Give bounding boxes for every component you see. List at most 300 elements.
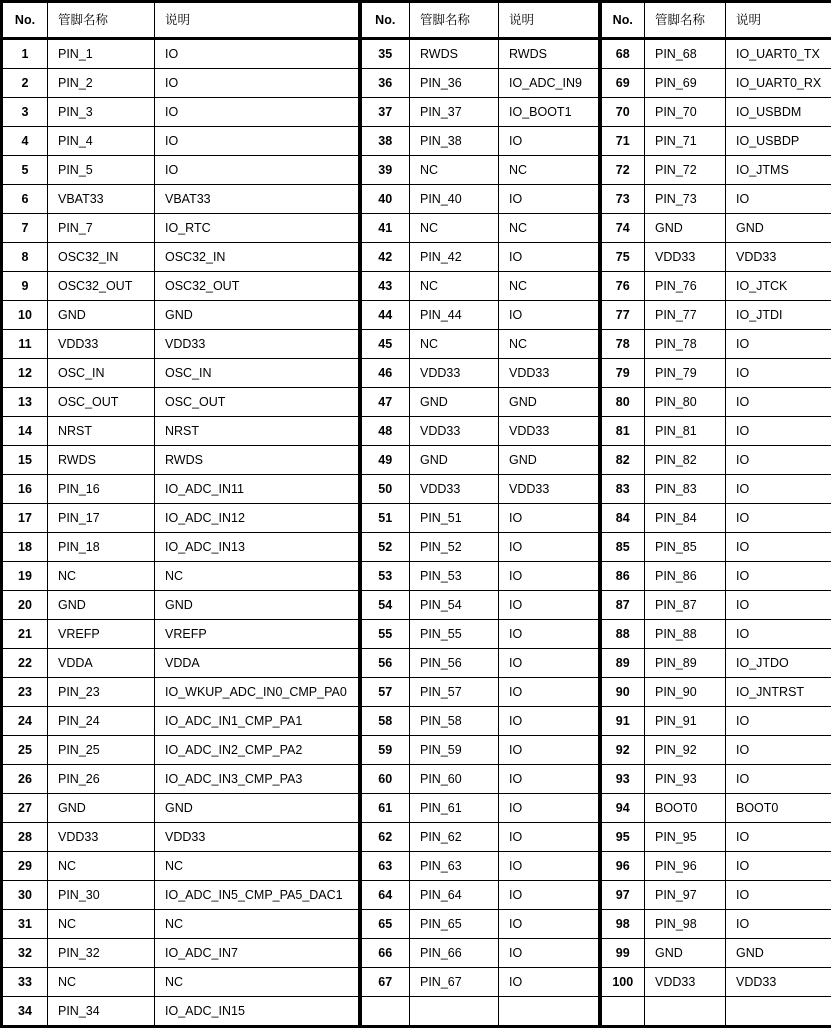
pin-number: 21 (2, 620, 48, 649)
pin-number: 99 (600, 939, 645, 968)
pin-number: 52 (360, 533, 410, 562)
pin-desc: IO (499, 127, 600, 156)
pin-number: 19 (2, 562, 48, 591)
pin-number: 45 (360, 330, 410, 359)
pin-number: 90 (600, 678, 645, 707)
pin-name: PIN_2 (48, 69, 155, 98)
pin-number: 86 (600, 562, 645, 591)
pin-number: 6 (2, 185, 48, 214)
pin-desc: OSC_OUT (155, 388, 360, 417)
pin-number: 71 (600, 127, 645, 156)
pin-number: 47 (360, 388, 410, 417)
pin-name: PIN_26 (48, 765, 155, 794)
pin-number: 35 (360, 39, 410, 69)
pin-desc: IO_ADC_IN12 (155, 504, 360, 533)
pin-number: 89 (600, 649, 645, 678)
pin-name: VBAT33 (48, 185, 155, 214)
pin-number: 51 (360, 504, 410, 533)
table-row (2, 852, 831, 881)
pin-name: NC (410, 330, 499, 359)
pin-name: PIN_55 (410, 620, 499, 649)
pin-name: PIN_85 (645, 533, 726, 562)
pin-desc: IO (499, 562, 600, 591)
pin-desc: IO_BOOT1 (499, 98, 600, 127)
pin-name: PIN_1 (48, 39, 155, 69)
pin-desc: IO_USBDP (726, 127, 831, 156)
pin-desc: NC (499, 272, 600, 301)
pin-number: 80 (600, 388, 645, 417)
pin-number: 56 (360, 649, 410, 678)
pin-name: PIN_98 (645, 910, 726, 939)
pin-name: GND (48, 591, 155, 620)
pin-desc: NC (155, 562, 360, 591)
pin-desc: NC (499, 156, 600, 185)
pin-number: 3 (2, 98, 48, 127)
pin-number: 73 (600, 185, 645, 214)
pin-desc: IO (726, 533, 831, 562)
pin-desc: IO (155, 69, 360, 98)
pin-name: GND (48, 794, 155, 823)
pin-number: 7 (2, 214, 48, 243)
pin-desc: IO (726, 765, 831, 794)
pin-name: PIN_64 (410, 881, 499, 910)
pin-name: GND (48, 301, 155, 330)
pin-name: PIN_24 (48, 707, 155, 736)
pin-name: PIN_37 (410, 98, 499, 127)
pin-desc: GND (499, 388, 600, 417)
pin-name: PIN_60 (410, 765, 499, 794)
pin-name: PIN_62 (410, 823, 499, 852)
pin-number: 100 (600, 968, 645, 997)
pin-name: VREFP (48, 620, 155, 649)
pin-number: 92 (600, 736, 645, 765)
pin-desc (499, 997, 600, 1027)
pin-desc: IO (726, 707, 831, 736)
table-row (2, 185, 831, 214)
pin-desc: NC (499, 330, 600, 359)
pin-name: PIN_25 (48, 736, 155, 765)
pin-name: PIN_67 (410, 968, 499, 997)
table-row (2, 591, 831, 620)
pin-number: 26 (2, 765, 48, 794)
table-row (2, 649, 831, 678)
pin-number: 23 (2, 678, 48, 707)
pin-desc: IO_ADC_IN2_CMP_PA2 (155, 736, 360, 765)
pin-number: 44 (360, 301, 410, 330)
pin-number: 49 (360, 446, 410, 475)
pin-number: 66 (360, 939, 410, 968)
pin-name: PIN_54 (410, 591, 499, 620)
pin-name: PIN_92 (645, 736, 726, 765)
table-row (2, 939, 831, 968)
pin-name: PIN_42 (410, 243, 499, 272)
pin-desc: IO_ADC_IN11 (155, 475, 360, 504)
table-row (2, 997, 831, 1027)
pin-name: PIN_77 (645, 301, 726, 330)
pin-number: 29 (2, 852, 48, 881)
pin-number: 1 (2, 39, 48, 69)
pin-number: 53 (360, 562, 410, 591)
pin-number: 88 (600, 620, 645, 649)
pin-desc: GND (726, 939, 831, 968)
pin-number: 87 (600, 591, 645, 620)
pin-number: 93 (600, 765, 645, 794)
pin-number: 79 (600, 359, 645, 388)
pin-name: OSC_OUT (48, 388, 155, 417)
pin-name: PIN_93 (645, 765, 726, 794)
table-row (2, 446, 831, 475)
pin-number: 54 (360, 591, 410, 620)
pin-number: 14 (2, 417, 48, 446)
pin-name: PIN_61 (410, 794, 499, 823)
pin-number: 15 (2, 446, 48, 475)
pin-number: 95 (600, 823, 645, 852)
pin-desc: IO (726, 736, 831, 765)
pin-number: 60 (360, 765, 410, 794)
table-row (2, 620, 831, 649)
table-row (2, 678, 831, 707)
pin-desc: VDD33 (499, 417, 600, 446)
pin-number: 91 (600, 707, 645, 736)
pin-desc: IO (499, 620, 600, 649)
pin-name: PIN_83 (645, 475, 726, 504)
pin-number: 61 (360, 794, 410, 823)
pin-number: 24 (2, 707, 48, 736)
pin-number: 11 (2, 330, 48, 359)
pin-desc: OSC32_OUT (155, 272, 360, 301)
pin-desc: IO (499, 823, 600, 852)
pin-desc: IO (726, 823, 831, 852)
table-row (2, 562, 831, 591)
pin-name: NC (48, 852, 155, 881)
pin-name (645, 997, 726, 1027)
pin-name: PIN_4 (48, 127, 155, 156)
pin-desc: IO (155, 127, 360, 156)
pin-number: 78 (600, 330, 645, 359)
pin-number: 76 (600, 272, 645, 301)
pin-desc: IO (726, 185, 831, 214)
pin-number: 20 (2, 591, 48, 620)
pin-number: 32 (2, 939, 48, 968)
table-row (2, 388, 831, 417)
pin-number: 2 (2, 69, 48, 98)
pin-number: 97 (600, 881, 645, 910)
pin-number: 70 (600, 98, 645, 127)
pin-number (600, 997, 645, 1027)
pin-desc: VDD33 (155, 823, 360, 852)
pin-name: VDDA (48, 649, 155, 678)
pin-name: PIN_80 (645, 388, 726, 417)
pin-number: 46 (360, 359, 410, 388)
pin-desc: VDD33 (155, 330, 360, 359)
header-desc: 说明 (155, 2, 360, 39)
pin-desc: IO (499, 678, 600, 707)
pin-number: 38 (360, 127, 410, 156)
pin-desc: IO_ADC_IN3_CMP_PA3 (155, 765, 360, 794)
pin-desc: IO (499, 881, 600, 910)
pin-desc: IO (726, 562, 831, 591)
pin-name: VDD33 (48, 823, 155, 852)
header-name: 管脚名称 (48, 2, 155, 39)
pin-desc: IO (726, 881, 831, 910)
pin-desc: IO (499, 243, 600, 272)
pin-name: PIN_63 (410, 852, 499, 881)
pin-desc: IO (499, 707, 600, 736)
pin-name: NRST (48, 417, 155, 446)
pin-number: 72 (600, 156, 645, 185)
pin-desc: IO_JTDI (726, 301, 831, 330)
pin-desc: IO (499, 968, 600, 997)
pin-desc: IO (726, 591, 831, 620)
pin-number: 10 (2, 301, 48, 330)
pin-name: PIN_72 (645, 156, 726, 185)
pin-desc: IO (499, 185, 600, 214)
pin-desc: IO (499, 939, 600, 968)
pin-desc: IO (499, 301, 600, 330)
pin-number: 31 (2, 910, 48, 939)
header-no: No. (2, 2, 48, 39)
table-row (2, 272, 831, 301)
pin-number: 22 (2, 649, 48, 678)
table-row (2, 127, 831, 156)
header-no: No. (360, 2, 410, 39)
pin-name (410, 997, 499, 1027)
pin-number: 83 (600, 475, 645, 504)
pin-number: 43 (360, 272, 410, 301)
pin-number: 96 (600, 852, 645, 881)
table-row (2, 707, 831, 736)
pin-desc: NC (499, 214, 600, 243)
pin-name: PIN_57 (410, 678, 499, 707)
pin-name: PIN_89 (645, 649, 726, 678)
pin-number: 41 (360, 214, 410, 243)
pin-number: 75 (600, 243, 645, 272)
pin-name: NC (410, 272, 499, 301)
pin-number: 85 (600, 533, 645, 562)
pin-name: GND (410, 446, 499, 475)
pin-number: 57 (360, 678, 410, 707)
pin-desc: IO (726, 620, 831, 649)
pin-name: VDD33 (410, 417, 499, 446)
table-row (2, 910, 831, 939)
pin-desc: IO (726, 910, 831, 939)
table-row (2, 504, 831, 533)
pin-number: 8 (2, 243, 48, 272)
pin-name: PIN_34 (48, 997, 155, 1027)
pin-name: NC (410, 156, 499, 185)
pin-name: NC (48, 968, 155, 997)
pin-name: PIN_56 (410, 649, 499, 678)
pin-number: 82 (600, 446, 645, 475)
pin-number: 37 (360, 98, 410, 127)
pin-desc: GND (726, 214, 831, 243)
pin-name: RWDS (48, 446, 155, 475)
pin-desc: IO_JTCK (726, 272, 831, 301)
pin-desc: IO (726, 359, 831, 388)
pin-number: 48 (360, 417, 410, 446)
pin-name: PIN_68 (645, 39, 726, 69)
pin-name: GND (645, 214, 726, 243)
pin-name: VDD33 (645, 243, 726, 272)
pin-name: PIN_18 (48, 533, 155, 562)
pin-desc: GND (155, 794, 360, 823)
pin-desc: IO_ADC_IN13 (155, 533, 360, 562)
pin-name: PIN_84 (645, 504, 726, 533)
table-body (2, 39, 831, 1027)
pin-desc: IO_UART0_TX (726, 39, 831, 69)
pin-number: 50 (360, 475, 410, 504)
pin-name: PIN_3 (48, 98, 155, 127)
pin-desc: OSC_IN (155, 359, 360, 388)
pin-number: 9 (2, 272, 48, 301)
pin-desc: GND (155, 301, 360, 330)
pin-number: 67 (360, 968, 410, 997)
pin-name: GND (410, 388, 499, 417)
pin-desc: IO (499, 910, 600, 939)
pin-number: 62 (360, 823, 410, 852)
pin-name: PIN_88 (645, 620, 726, 649)
pin-desc: IO (726, 417, 831, 446)
pin-name: NC (48, 562, 155, 591)
pin-number: 69 (600, 69, 645, 98)
pin-desc: VDD33 (499, 359, 600, 388)
pin-name: PIN_86 (645, 562, 726, 591)
pin-number: 65 (360, 910, 410, 939)
pin-number: 40 (360, 185, 410, 214)
pin-name: PIN_82 (645, 446, 726, 475)
pin-name: PIN_91 (645, 707, 726, 736)
pin-name: PIN_97 (645, 881, 726, 910)
table-row (2, 214, 831, 243)
pin-number: 74 (600, 214, 645, 243)
pin-number: 84 (600, 504, 645, 533)
pin-desc: NC (155, 910, 360, 939)
table-row (2, 359, 831, 388)
pin-desc: IO (499, 852, 600, 881)
pin-desc: GND (155, 591, 360, 620)
header-desc: 说明 (726, 2, 831, 39)
pin-number: 42 (360, 243, 410, 272)
pin-name: PIN_5 (48, 156, 155, 185)
pin-desc: IO (499, 765, 600, 794)
pin-desc: IO (155, 98, 360, 127)
pin-number: 34 (2, 997, 48, 1027)
pin-name: PIN_17 (48, 504, 155, 533)
pin-desc: IO (499, 736, 600, 765)
pin-name: PIN_96 (645, 852, 726, 881)
table-row (2, 533, 831, 562)
pin-desc: IO_ADC_IN7 (155, 939, 360, 968)
pin-number: 98 (600, 910, 645, 939)
table-row (2, 881, 831, 910)
pin-desc: IO_JTDO (726, 649, 831, 678)
table-row (2, 736, 831, 765)
pin-name: VDD33 (645, 968, 726, 997)
pin-name: PIN_81 (645, 417, 726, 446)
pin-name: PIN_69 (645, 69, 726, 98)
pin-number: 28 (2, 823, 48, 852)
table-row (2, 330, 831, 359)
header-no: No. (600, 2, 645, 39)
pin-name: RWDS (410, 39, 499, 69)
pin-number: 5 (2, 156, 48, 185)
pin-name: PIN_79 (645, 359, 726, 388)
pin-name: OSC_IN (48, 359, 155, 388)
table-row (2, 243, 831, 272)
pin-desc: RWDS (499, 39, 600, 69)
pin-desc: IO (155, 39, 360, 69)
pin-desc (726, 997, 831, 1027)
pin-desc: IO_JNTRST (726, 678, 831, 707)
pin-desc: IO (726, 388, 831, 417)
pin-desc: IO_USBDM (726, 98, 831, 127)
pin-name: PIN_71 (645, 127, 726, 156)
table-header (2, 2, 831, 39)
pin-name: VDD33 (410, 359, 499, 388)
pin-number: 94 (600, 794, 645, 823)
pin-desc: IO_ADC_IN9 (499, 69, 600, 98)
pin-number: 55 (360, 620, 410, 649)
pin-desc: NRST (155, 417, 360, 446)
pin-number: 81 (600, 417, 645, 446)
pin-name: GND (645, 939, 726, 968)
pin-desc: RWDS (155, 446, 360, 475)
pin-number: 12 (2, 359, 48, 388)
pin-desc: OSC32_IN (155, 243, 360, 272)
pin-name: PIN_30 (48, 881, 155, 910)
table-row (2, 417, 831, 446)
table-row (2, 69, 831, 98)
pin-name: OSC32_OUT (48, 272, 155, 301)
pin-number: 17 (2, 504, 48, 533)
pin-desc: GND (499, 446, 600, 475)
pin-name: PIN_52 (410, 533, 499, 562)
pin-number: 33 (2, 968, 48, 997)
pin-name: PIN_32 (48, 939, 155, 968)
table-row (2, 301, 831, 330)
pin-number: 36 (360, 69, 410, 98)
pin-desc: IO (726, 504, 831, 533)
pin-desc: NC (155, 968, 360, 997)
pin-number (360, 997, 410, 1027)
pin-number: 18 (2, 533, 48, 562)
pin-desc: VDDA (155, 649, 360, 678)
pin-name: PIN_73 (645, 185, 726, 214)
pin-name: PIN_58 (410, 707, 499, 736)
pin-desc: IO (726, 852, 831, 881)
table-row (2, 98, 831, 127)
pin-desc: IO_UART0_RX (726, 69, 831, 98)
pin-name: NC (48, 910, 155, 939)
pin-desc: VREFP (155, 620, 360, 649)
pin-desc: IO_ADC_IN15 (155, 997, 360, 1027)
pin-number: 77 (600, 301, 645, 330)
pin-desc: IO (726, 446, 831, 475)
pin-name: PIN_95 (645, 823, 726, 852)
pin-desc: IO (499, 794, 600, 823)
pin-name: PIN_53 (410, 562, 499, 591)
pin-number: 58 (360, 707, 410, 736)
header-name: 管脚名称 (645, 2, 726, 39)
pin-name: PIN_78 (645, 330, 726, 359)
pin-number: 39 (360, 156, 410, 185)
pin-name: PIN_76 (645, 272, 726, 301)
pin-desc: IO (726, 330, 831, 359)
pin-name: BOOT0 (645, 794, 726, 823)
pin-number: 63 (360, 852, 410, 881)
pin-desc: IO (499, 649, 600, 678)
pin-desc: IO_ADC_IN5_CMP_PA5_DAC1 (155, 881, 360, 910)
